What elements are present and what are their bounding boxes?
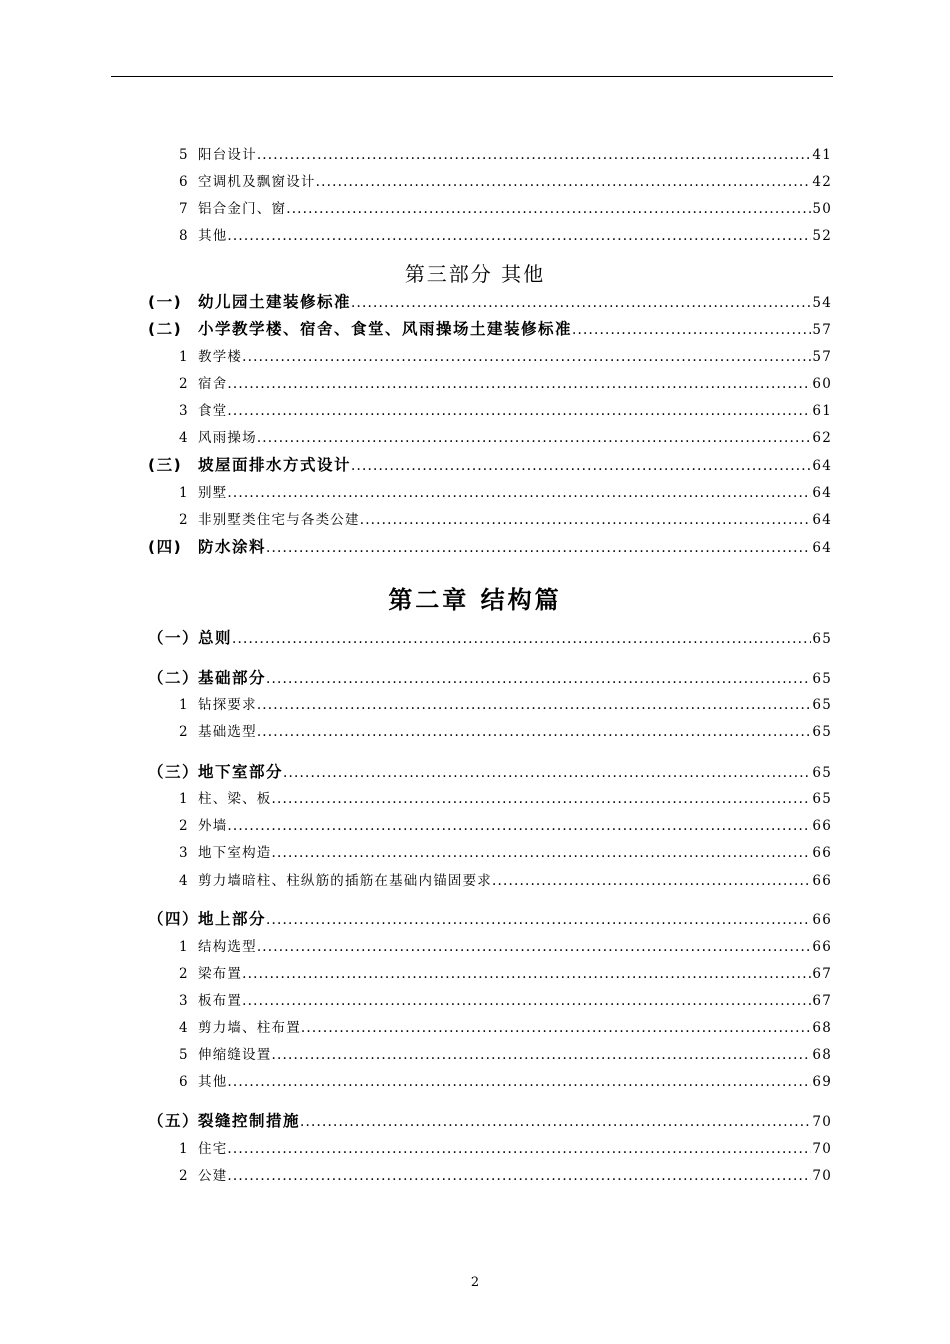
toc-leader-dots (300, 1114, 811, 1130)
toc-item-title: 非别墅类住宅与各类公建 (198, 512, 360, 528)
toc-item-title: 地下室构造 (198, 845, 272, 861)
toc-item-title: 外墙 (198, 818, 228, 834)
toc-page-number: 42 (812, 174, 832, 190)
toc-item-title: 教学楼 (198, 349, 243, 365)
toc-item-title: 公建 (198, 1168, 228, 1184)
toc-section[interactable] (148, 907, 832, 929)
toc-item[interactable] (179, 399, 832, 419)
toc-leader-dots (242, 993, 811, 1009)
toc-section-title: 小学教学楼、宿舍、食堂、风雨操场土建装修标准 (198, 320, 573, 338)
toc-page-number: 57 (812, 322, 832, 338)
toc-item-number: 5 (179, 1047, 188, 1063)
toc-item-number: 2 (179, 724, 188, 740)
toc-item[interactable] (179, 508, 832, 528)
toc-leader-dots (242, 349, 811, 365)
toc-leader-dots (360, 512, 812, 528)
toc-item[interactable] (179, 787, 832, 807)
toc-leader-dots (272, 791, 812, 807)
toc-leader-dots (227, 403, 811, 419)
toc-page-number: 66 (812, 873, 832, 889)
toc-page-number: 70 (812, 1114, 832, 1130)
toc-section-title: 裂缝控制措施 (198, 1112, 301, 1130)
toc-page-number: 65 (812, 697, 832, 713)
toc-section-title: 基础部分 (198, 669, 267, 687)
toc-page-number: 64 (812, 485, 832, 501)
toc-item-title: 钻探要求 (198, 697, 257, 713)
toc-item[interactable] (179, 1137, 832, 1157)
toc-leader-dots (257, 697, 812, 713)
toc-page-number: 66 (812, 818, 832, 834)
toc-leader-dots (351, 295, 811, 311)
toc-item[interactable] (179, 224, 832, 244)
toc-leader-dots (257, 939, 812, 955)
toc-section[interactable] (148, 760, 832, 782)
toc-section[interactable] (148, 1109, 832, 1131)
toc-item-number: 8 (179, 228, 188, 244)
toc-item[interactable] (179, 197, 832, 217)
toc-leader-dots (227, 1141, 811, 1157)
toc-item-title: 阳台设计 (198, 147, 257, 163)
toc-leader-dots (227, 1168, 811, 1184)
toc-section-mark: （三） (148, 763, 200, 781)
toc-item-title: 剪力墙暗柱、柱纵筋的插筋在基础内锚固要求 (198, 873, 492, 889)
toc-leader-dots (283, 765, 811, 781)
toc-page-number: 70 (812, 1141, 832, 1157)
toc-item-title: 柱、梁、板 (198, 791, 272, 807)
toc-page-number: 68 (812, 1020, 832, 1036)
toc-leader-dots (266, 540, 811, 556)
toc-leader-dots (492, 873, 811, 889)
toc-page-number: 65 (812, 631, 832, 647)
toc-item-number: 5 (179, 147, 188, 163)
toc-page-number: 67 (812, 966, 832, 982)
toc-item-number: 1 (179, 697, 188, 713)
toc-item-number: 3 (179, 993, 188, 1009)
toc-section[interactable] (148, 290, 832, 312)
toc-page-number: 54 (812, 295, 832, 311)
toc-item[interactable] (179, 814, 832, 834)
toc-item[interactable] (179, 935, 832, 955)
toc-item-number: 3 (179, 845, 188, 861)
toc-item-title: 食堂 (198, 403, 228, 419)
toc-item-number: 2 (179, 966, 188, 982)
toc-leader-dots (351, 458, 811, 474)
toc-page-number: 50 (812, 201, 832, 217)
toc-item-title: 梁布置 (198, 966, 243, 982)
toc-section-title: 坡屋面排水方式设计 (198, 456, 352, 474)
chapter-heading: 第二章 结构篇 (388, 586, 562, 614)
toc-item[interactable] (179, 1043, 832, 1063)
toc-section-mark: （五） (148, 1112, 200, 1130)
toc-page-number: 66 (812, 845, 832, 861)
page-number: 2 (470, 1275, 480, 1290)
toc-leader-dots (242, 966, 811, 982)
toc-page-number: 65 (812, 671, 832, 687)
toc-section-mark: （一） (148, 629, 200, 647)
toc-item[interactable] (179, 869, 832, 889)
toc-item-number: 6 (179, 1074, 188, 1090)
toc-section[interactable] (148, 317, 832, 339)
toc-item[interactable] (179, 372, 832, 392)
toc-item-number: 1 (179, 1141, 188, 1157)
toc-page-number: 41 (812, 147, 832, 163)
toc-section-mark: (三) (148, 456, 183, 474)
toc-page-number: 62 (812, 430, 832, 446)
toc-item-title: 宿舍 (198, 376, 228, 392)
toc-section[interactable] (148, 626, 832, 648)
toc-item[interactable] (179, 720, 832, 740)
toc-page-number: 70 (812, 1168, 832, 1184)
toc-section-mark: （四） (148, 910, 200, 928)
toc-item-title: 别墅 (198, 485, 228, 501)
toc-section-mark: (一) (148, 293, 183, 311)
toc-leader-dots (266, 912, 811, 928)
toc-page-number: 68 (812, 1047, 832, 1063)
toc-leader-dots (227, 485, 811, 501)
toc-item[interactable] (179, 481, 832, 501)
toc-item-number: 1 (179, 485, 188, 501)
toc-page-number: 60 (812, 376, 832, 392)
toc-item-number: 4 (179, 1020, 188, 1036)
toc-item-number: 2 (179, 1168, 188, 1184)
part-heading: 第三部分 其他 (404, 262, 546, 286)
toc-section-title: 总则 (198, 629, 233, 647)
toc-leader-dots (227, 818, 811, 834)
toc-item-title: 基础选型 (198, 724, 257, 740)
toc-page-number: 66 (812, 912, 832, 928)
toc-page-number: 65 (812, 791, 832, 807)
toc-item-number: 1 (179, 939, 188, 955)
toc-section-mark: （二） (148, 669, 200, 687)
toc-page-number: 57 (812, 349, 832, 365)
toc-page-number: 64 (812, 540, 832, 556)
toc-section-title: 地上部分 (198, 910, 267, 928)
toc-item-title: 板布置 (198, 993, 243, 1009)
toc-item[interactable] (179, 1164, 832, 1184)
toc-section-title: 幼儿园土建装修标准 (198, 293, 352, 311)
toc-section-mark: (二) (148, 320, 183, 338)
toc-item-number: 7 (179, 201, 188, 217)
toc-item-number: 2 (179, 512, 188, 528)
toc-item[interactable] (179, 989, 832, 1009)
toc-item-title: 住宅 (198, 1141, 228, 1157)
toc-page-number: 52 (812, 228, 832, 244)
toc-page-number: 65 (812, 765, 832, 781)
toc-leader-dots (227, 376, 811, 392)
toc-page-number: 69 (812, 1074, 832, 1090)
toc-item[interactable] (179, 841, 832, 861)
toc-item[interactable] (179, 426, 832, 446)
toc-section[interactable] (148, 453, 832, 475)
toc-item-number: 4 (179, 430, 188, 446)
toc-leader-dots (232, 631, 811, 647)
toc-item[interactable] (179, 170, 832, 190)
header-rule (111, 76, 833, 77)
toc-section[interactable] (148, 535, 832, 557)
toc-leader-dots (286, 201, 811, 217)
toc-page-number: 61 (812, 403, 832, 419)
toc-section-title: 地下室部分 (198, 763, 284, 781)
toc-leader-dots (572, 322, 811, 338)
toc-item-number: 2 (179, 376, 188, 392)
toc-item-title: 空调机及飘窗设计 (198, 174, 316, 190)
toc-item[interactable] (179, 693, 832, 713)
toc-item-title: 其他 (198, 1074, 228, 1090)
toc-page-number: 64 (812, 512, 832, 528)
toc-page-number: 66 (812, 939, 832, 955)
toc-section[interactable] (148, 666, 832, 688)
toc-item-title: 剪力墙、柱布置 (198, 1020, 301, 1036)
toc-page-number: 67 (812, 993, 832, 1009)
toc-item-number: 2 (179, 818, 188, 834)
toc-item-number: 3 (179, 403, 188, 419)
toc-item-title: 结构选型 (198, 939, 257, 955)
toc-page-number: 65 (812, 724, 832, 740)
toc-item[interactable] (179, 143, 832, 163)
toc-leader-dots (257, 147, 812, 163)
toc-item-title: 其他 (198, 228, 228, 244)
toc-page-number: 64 (812, 458, 832, 474)
toc-leader-dots (316, 174, 812, 190)
toc-leader-dots (272, 845, 812, 861)
toc-item-number: 6 (179, 174, 188, 190)
toc-item-title: 风雨操场 (198, 430, 257, 446)
toc-item-number: 1 (179, 791, 188, 807)
toc-section-title: 防水涂料 (198, 538, 267, 556)
toc-item-title: 铝合金门、窗 (198, 201, 287, 217)
toc-section-mark: (四) (148, 538, 183, 556)
toc-leader-dots (257, 724, 812, 740)
toc-leader-dots (272, 1047, 812, 1063)
toc-item[interactable] (179, 962, 832, 982)
toc-item[interactable] (179, 1016, 832, 1036)
toc-item-number: 4 (179, 873, 188, 889)
toc-leader-dots (227, 228, 811, 244)
toc-item[interactable] (179, 345, 832, 365)
toc-item-title: 伸缩缝设置 (198, 1047, 272, 1063)
toc-item[interactable] (179, 1070, 832, 1090)
toc-leader-dots (257, 430, 812, 446)
toc-leader-dots (266, 671, 811, 687)
toc-leader-dots (301, 1020, 812, 1036)
toc-leader-dots (227, 1074, 811, 1090)
toc-item-number: 1 (179, 349, 188, 365)
